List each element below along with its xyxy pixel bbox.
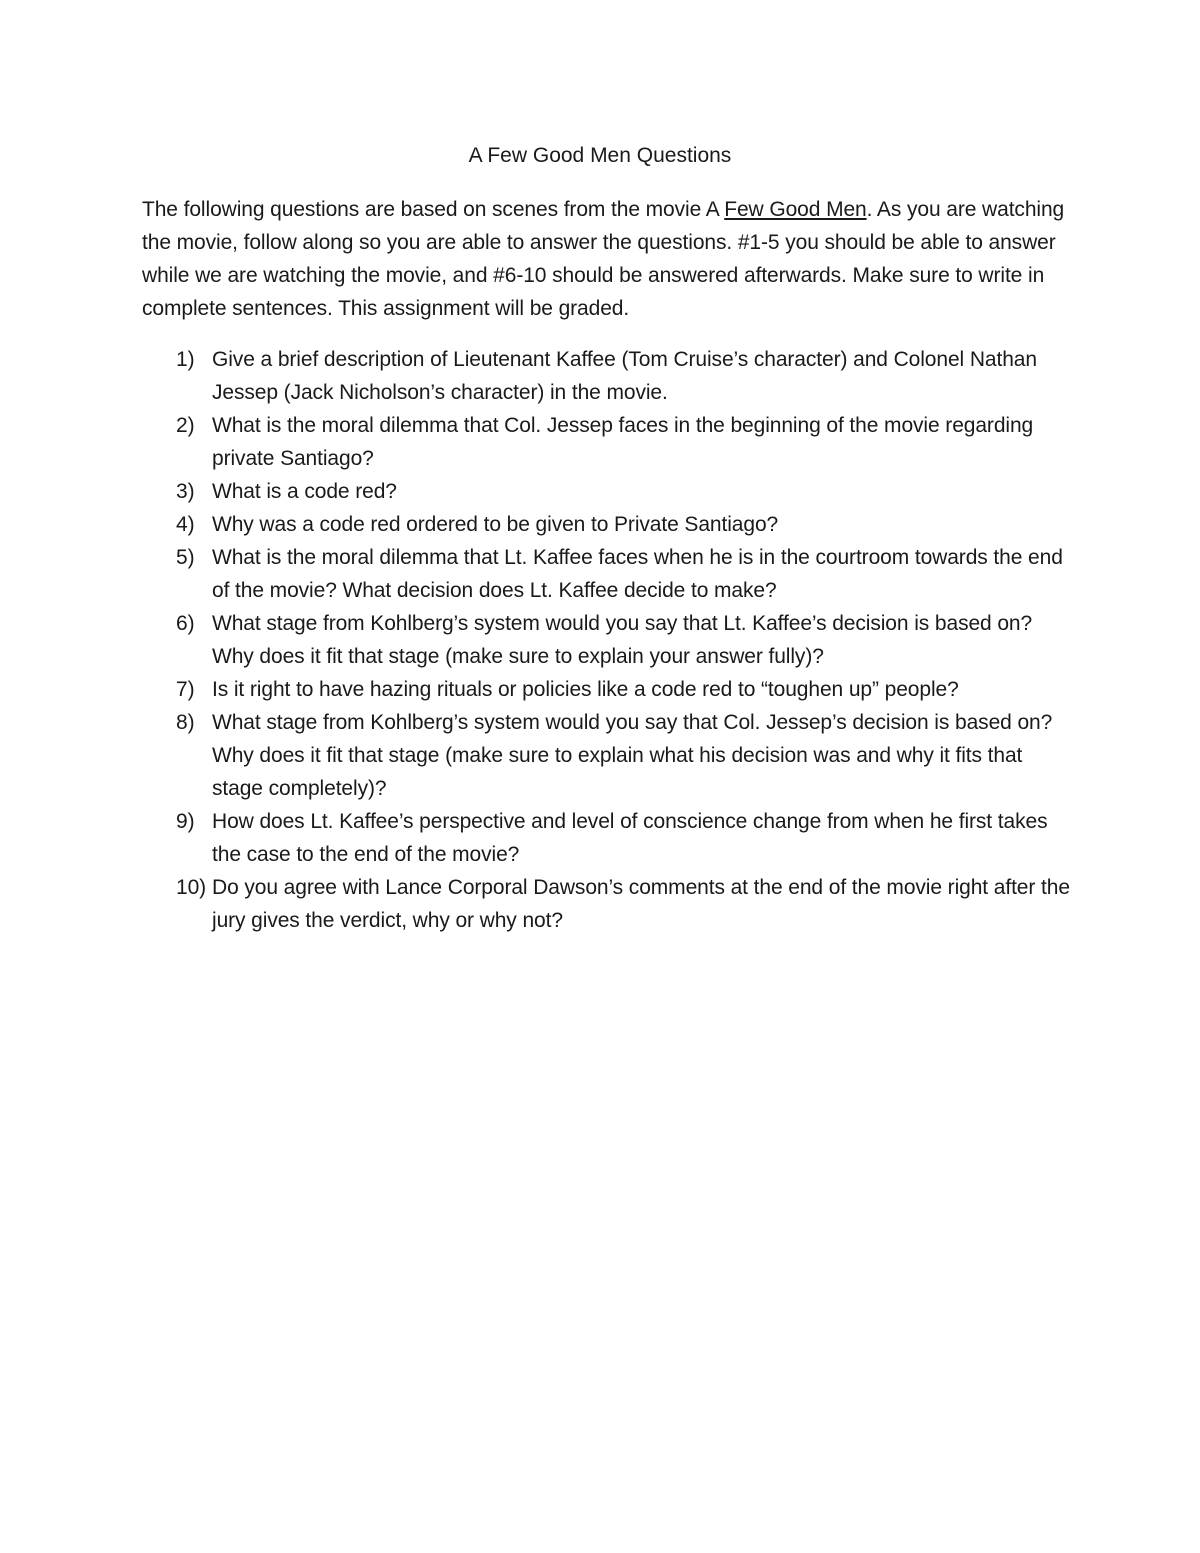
question-number: 1) xyxy=(176,348,195,371)
question-item xyxy=(142,343,1072,409)
question-item xyxy=(142,871,1072,937)
question-text: How does Lt. Kaffee’s perspective and level of conscience change from when he first takes the case to the end of the movie? xyxy=(212,810,1048,866)
question-text: What stage from Kohlberg’s system would you say that Col. Jessep’s decision is based on? Why does it fit that stage (make sure to explain what his decision was and why it fits that stage completely)? xyxy=(212,711,1053,800)
question-text: Is it right to have hazing rituals or policies like a code red to “toughen up” people? xyxy=(212,678,959,701)
question-number: 9) xyxy=(176,810,195,833)
question-number: 3) xyxy=(176,480,195,503)
question-item xyxy=(142,805,1072,871)
question-text: What is the moral dilemma that Lt. Kaffee faces when he is in the courtroom towards the end of the movie? What decision does Lt. Kaffee decide to make? xyxy=(212,546,1063,602)
question-number: 7) xyxy=(176,678,195,701)
question-text: What is a code red? xyxy=(212,480,397,503)
intro-text-end: . As you are watching the movie, follow along so you are able to answer the questions. #1-5 you should be able to answer while we are watching the movie, and #6-10 should be answered afterwards. Make sure to write in complete sentences. This assignment will be graded. xyxy=(142,198,1065,320)
question-item xyxy=(142,508,1072,541)
question-text: What is the moral dilemma that Col. Jessep faces in the beginning of the movie regarding private Santiago? xyxy=(212,414,1034,470)
question-list xyxy=(142,343,1072,937)
question-number: 4) xyxy=(176,513,195,536)
question-text: Give a brief description of Lieutenant Kaffee (Tom Cruise’s character) and Colonel Nathan Jessep (Jack Nicholson’s character) in the movie. xyxy=(212,348,1037,404)
question-text: What stage from Kohlberg’s system would you say that Lt. Kaffee’s decision is based on? Why does it fit that stage (make sure to explain your answer fully)? xyxy=(212,612,1033,668)
intro-paragraph xyxy=(142,193,1072,325)
question-item xyxy=(142,409,1072,475)
question-item xyxy=(142,475,1072,508)
question-item xyxy=(142,607,1072,673)
question-number: 5) xyxy=(176,546,195,569)
question-text: Do you agree with Lance Corporal Dawson’s comments at the end of the movie right after the jury gives the verdict, why or why not? xyxy=(212,876,1070,932)
question-item xyxy=(142,706,1072,805)
question-number: 2) xyxy=(176,414,195,437)
question-number: 6) xyxy=(176,612,195,635)
intro-text-start: The following questions are based on scenes from the movie A xyxy=(142,198,725,221)
question-number: 8) xyxy=(176,711,195,734)
question-text: Why was a code red ordered to be given to Private Santiago? xyxy=(212,513,779,536)
movie-title: Few Good Men xyxy=(724,198,867,221)
question-number: 10) xyxy=(176,876,207,899)
document-title: A Few Good Men Questions xyxy=(468,144,732,167)
question-item xyxy=(142,673,1072,706)
question-item xyxy=(142,541,1072,607)
